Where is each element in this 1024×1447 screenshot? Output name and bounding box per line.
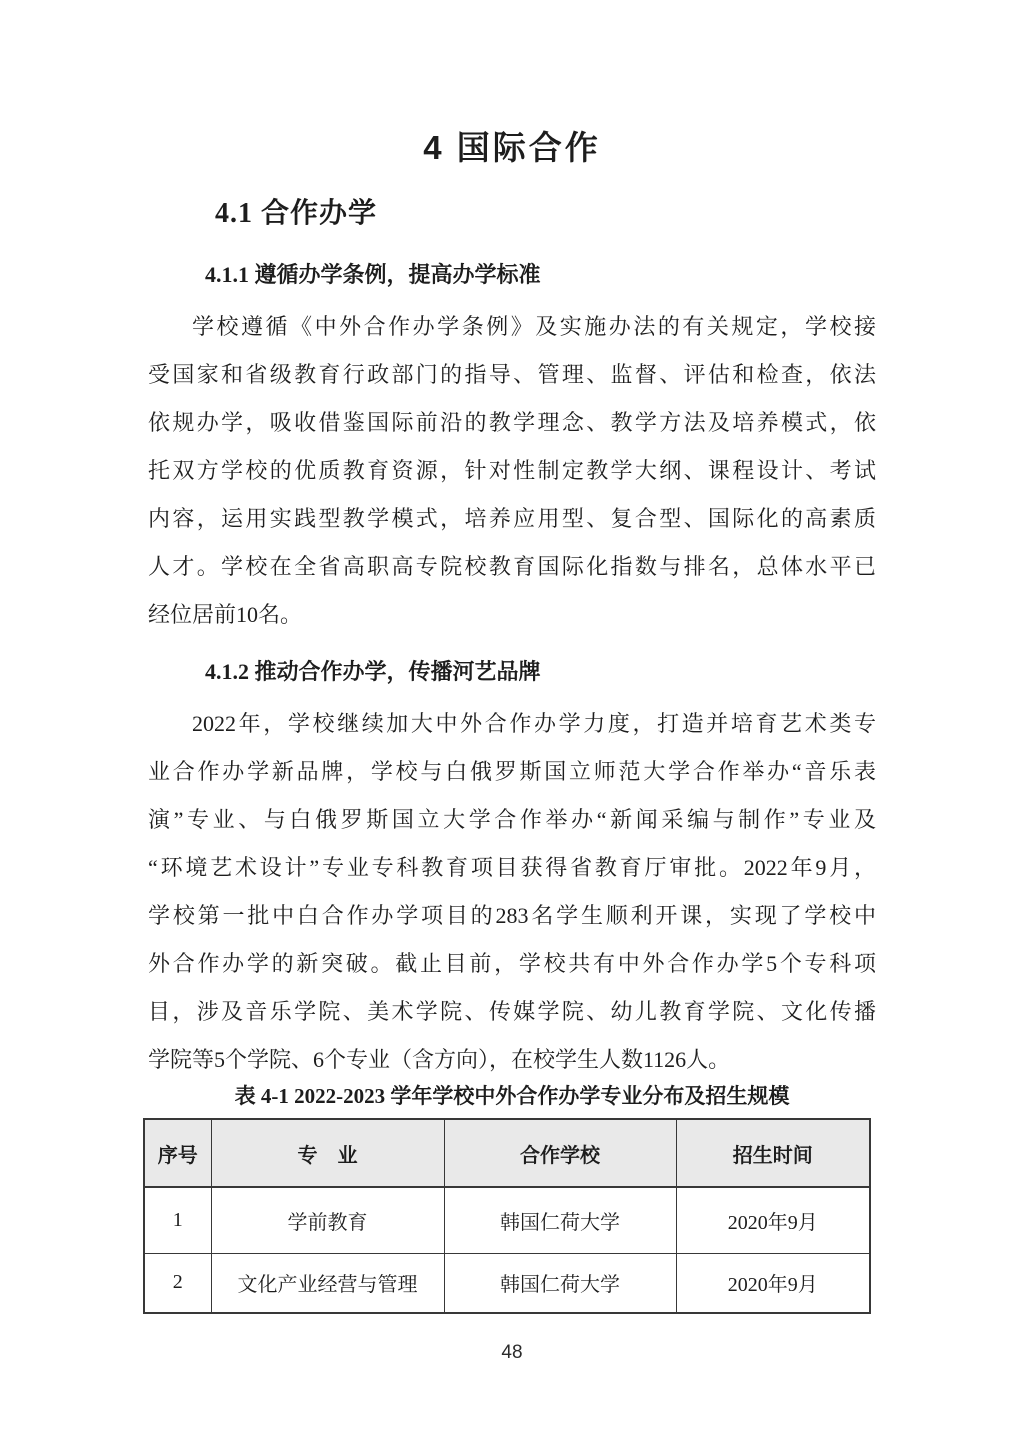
table-cell: 韩国仁荷大学 bbox=[444, 1187, 676, 1253]
paragraph-line: 受国家和省级教育行政部门的指导、管理、监督、评估和检查，依法 bbox=[148, 362, 876, 387]
table-caption: 表 4-1 2022-2023 学年学校中外合作办学专业分布及招生规模 bbox=[234, 1084, 790, 1108]
table-cell: 2020年9月 bbox=[676, 1187, 870, 1253]
table-cell: 2020年9月 bbox=[676, 1253, 870, 1313]
table-row bbox=[144, 1187, 870, 1253]
cooperation-programs-table bbox=[143, 1118, 871, 1314]
paragraph-line: 演”专业、与白俄罗斯国立大学合作举办“新闻采编与制作”专业及 bbox=[148, 807, 876, 832]
table-cell: 2 bbox=[144, 1253, 211, 1313]
section-heading: 4.1 合作办学 bbox=[215, 198, 378, 229]
col-header-partner-school: 合作学校 bbox=[444, 1119, 676, 1187]
paragraph-line: 经位居前10名。 bbox=[148, 602, 303, 627]
table-cell: 文化产业经营与管理 bbox=[211, 1253, 444, 1313]
paragraph-line: 学院等5个学院、6个专业（含方向），在校学生人数1126人。 bbox=[148, 1047, 731, 1072]
paragraph-line: 依规办学，吸收借鉴国际前沿的教学理念、教学方法及培养模式，依 bbox=[148, 410, 876, 435]
paragraph-line: 内容，运用实践型教学模式，培养应用型、复合型、国际化的高素质 bbox=[148, 506, 876, 531]
table-cell: 韩国仁荷大学 bbox=[444, 1253, 676, 1313]
paragraph-line: 外合作办学的新突破。截止目前，学校共有中外合作办学5个专科项 bbox=[148, 951, 876, 976]
subsection-heading-411: 4.1.1 遵循办学条例，提高办学标准 bbox=[205, 262, 541, 287]
table-row bbox=[144, 1253, 870, 1313]
paragraph-411 bbox=[148, 303, 876, 639]
paragraph-line: 学校遵循《中外合作办学条例》及实施办法的有关规定，学校接 bbox=[192, 314, 876, 339]
col-header-index: 序号 bbox=[144, 1119, 211, 1187]
subsection-heading-412: 4.1.2 推动合作办学，传播河艺品牌 bbox=[205, 659, 541, 684]
chapter-title: 4 国际合作 bbox=[423, 129, 601, 166]
page-number: 48 bbox=[501, 1342, 523, 1363]
paragraph-line: “环境艺术设计”专业专科教育项目获得省教育厅审批。2022年9月， bbox=[148, 855, 876, 880]
paragraph-line: 业合作办学新品牌，学校与白俄罗斯国立师范大学合作举办“音乐表 bbox=[148, 759, 876, 784]
col-header-major: 专 业 bbox=[211, 1119, 444, 1187]
paragraph-line: 目，涉及音乐学院、美术学院、传媒学院、幼儿教育学院、文化传播 bbox=[148, 999, 876, 1024]
paragraph-line: 学校第一批中白合作办学项目的283名学生顺利开课，实现了学校中 bbox=[148, 903, 876, 928]
table-body bbox=[144, 1187, 870, 1313]
paragraph-line: 托双方学校的优质教育资源，针对性制定教学大纲、课程设计、考试 bbox=[148, 458, 876, 483]
paragraph-line: 人才。学校在全省高职高专院校教育国际化指数与排名，总体水平已 bbox=[148, 554, 876, 579]
col-header-enrollment-time: 招生时间 bbox=[676, 1119, 870, 1187]
paragraph-line: 2022年，学校继续加大中外合作办学力度，打造并培育艺术类专 bbox=[192, 711, 876, 736]
table-cell: 学前教育 bbox=[211, 1187, 444, 1253]
table-header-row bbox=[144, 1119, 870, 1187]
table-cell: 1 bbox=[144, 1187, 211, 1253]
paragraph-412 bbox=[148, 700, 876, 1084]
